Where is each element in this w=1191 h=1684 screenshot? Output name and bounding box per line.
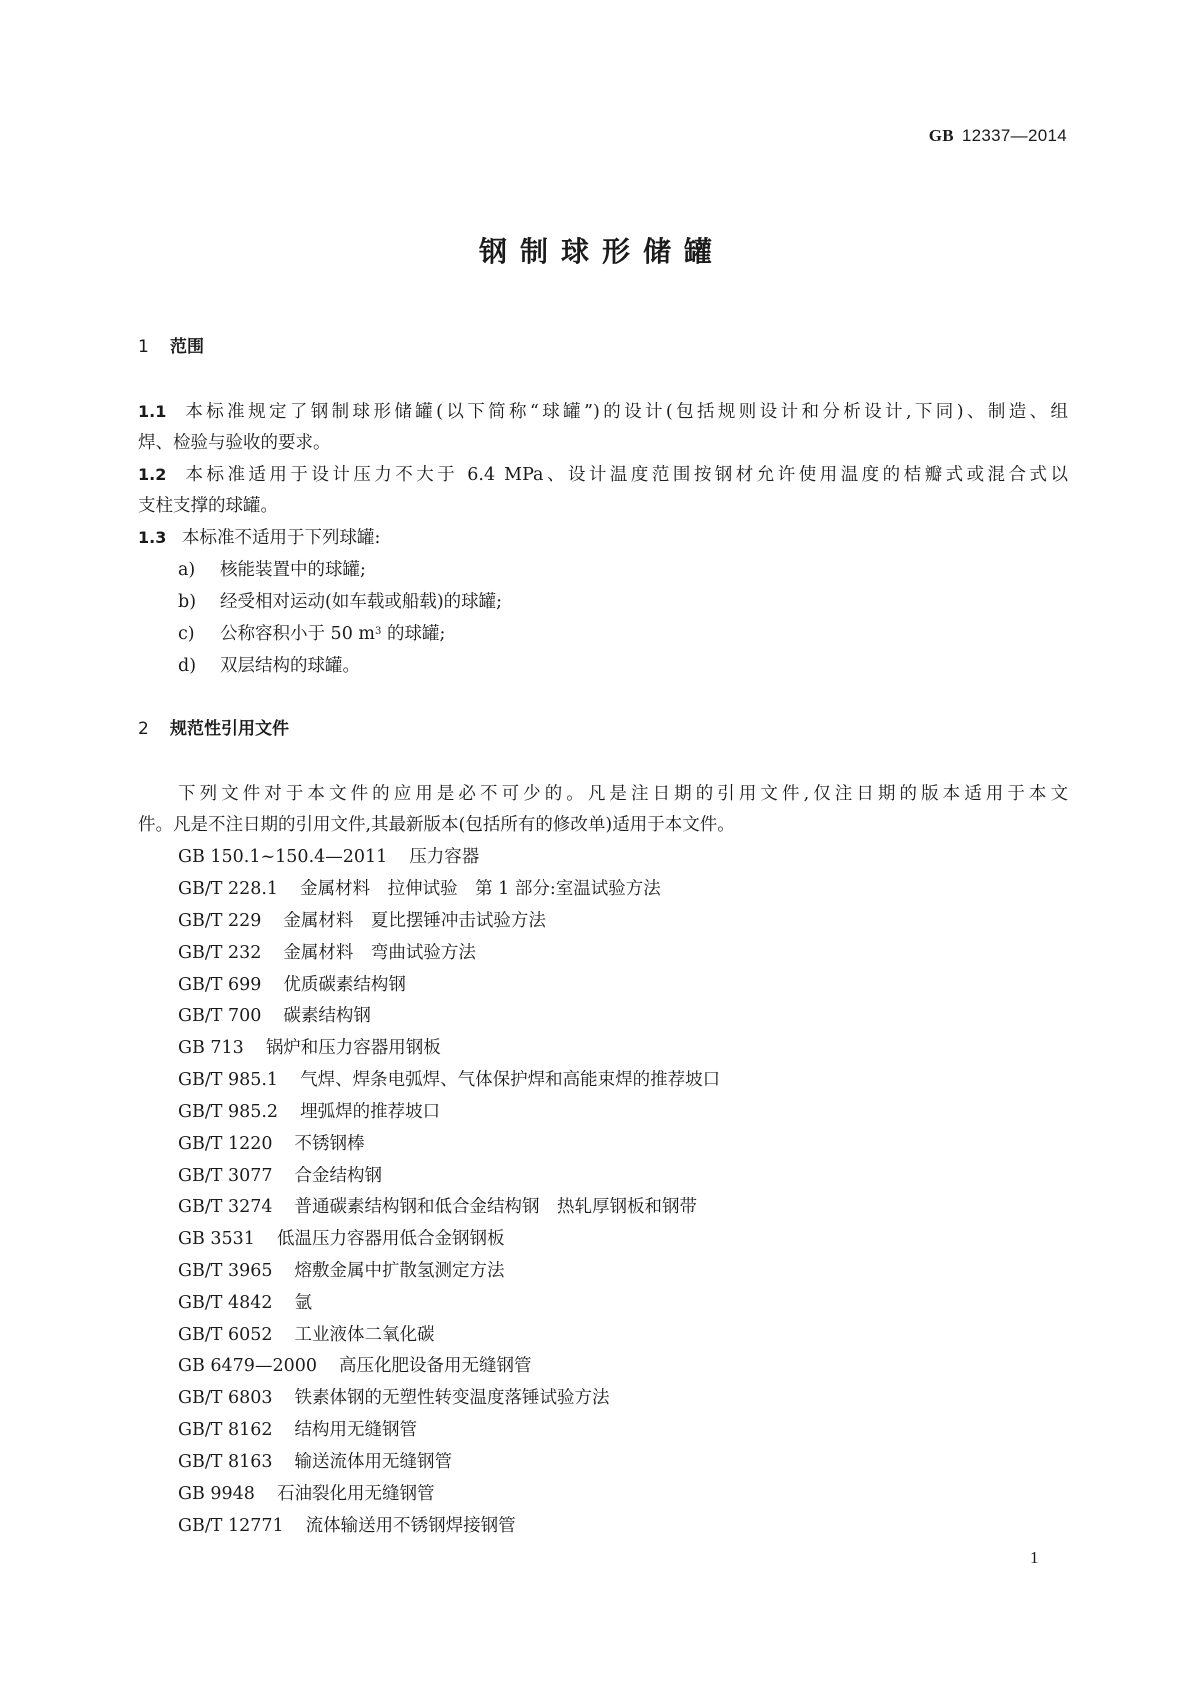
reference-code: GB/T 985.1 (178, 1070, 279, 1090)
clause-text: 本标准适用于设计压力不大于 6.4 MPa、设计温度范围按钢材允许使用温度的桔瓣式或混合式以 (182, 465, 1068, 485)
reference-title: 气焊、焊条电弧焊、气体保护焊和高能束焊的推荐坡口 (300, 1070, 721, 1090)
standard-prefix: GB (928, 126, 954, 145)
reference-code: GB 3531 (178, 1229, 255, 1249)
item-text: 核能装置中的球罐; (220, 560, 366, 580)
reference-item (178, 1514, 516, 1538)
item-label: b) (178, 592, 197, 612)
reference-item (178, 1418, 417, 1442)
clause-1-1-line1 (138, 400, 1068, 424)
reference-code: GB/T 8163 (178, 1452, 273, 1472)
reference-item (178, 877, 661, 901)
reference-title: 压力容器 (409, 847, 480, 867)
intro-paragraph-line1: 下列文件对于本文件的应用是必不可少的。凡是注日期的引用文件,仅注日期的版本适用于本文 (178, 784, 1068, 804)
reference-item (178, 1323, 435, 1347)
reference-code: GB/T 1220 (178, 1134, 273, 1154)
reference-item (178, 1227, 504, 1251)
exclusion-item (178, 558, 366, 582)
reference-title: 碳素结构钢 (283, 1006, 371, 1026)
section-title: 范围 (170, 337, 204, 357)
reference-code: GB/T 229 (178, 911, 262, 931)
standard-code (929, 126, 1067, 146)
reference-item (178, 1386, 610, 1410)
reference-code: GB 713 (178, 1038, 244, 1058)
reference-title: 输送流体用无缝钢管 (294, 1452, 453, 1472)
reference-item (178, 973, 406, 997)
reference-title: 氩 (294, 1293, 313, 1313)
reference-code: GB/T 985.2 (178, 1102, 279, 1122)
reference-code: GB/T 228.1 (178, 879, 279, 899)
clause-number: 1.1 (138, 402, 167, 421)
reference-item (178, 1195, 697, 1219)
reference-item (178, 1164, 382, 1188)
reference-title: 合金结构钢 (294, 1166, 383, 1186)
reference-code: GB/T 8162 (178, 1420, 273, 1440)
clause-text: 本标准不适用于下列球罐: (182, 528, 381, 548)
reference-item (178, 845, 479, 869)
reference-code: GB/T 3965 (178, 1261, 273, 1281)
reference-code: GB/T 3274 (178, 1197, 273, 1217)
item-label: a) (178, 560, 196, 580)
clause-1-2-line2: 支柱支撑的球罐。 (138, 496, 278, 516)
section-title: 规范性引用文件 (170, 719, 289, 739)
document-title: 钢制球形储罐 (478, 235, 725, 268)
reference-code: GB 6479—2000 (178, 1356, 317, 1376)
exclusion-item (178, 590, 502, 614)
reference-code: GB 150.1~150.4—2011 (178, 847, 388, 867)
section-heading-normative-references (138, 717, 289, 741)
reference-title: 低温压力容器用低合金钢钢板 (276, 1229, 505, 1249)
reference-item (178, 941, 476, 965)
clause-number: 1.2 (138, 465, 167, 484)
reference-title: 流体输送用不锈钢焊接钢管 (305, 1516, 516, 1536)
reference-code: GB/T 4842 (178, 1293, 273, 1313)
reference-title: 埋弧焊的推荐坡口 (300, 1102, 441, 1122)
section-number: 1 (138, 337, 149, 357)
item-label: d) (178, 656, 197, 676)
reference-code: GB/T 699 (178, 975, 262, 995)
exclusion-item (178, 622, 445, 646)
item-text: 双层结构的球罐。 (220, 656, 360, 676)
reference-title: 结构用无缝钢管 (294, 1420, 418, 1440)
reference-title: 铁素体钢的无塑性转变温度落锤试验方法 (294, 1388, 610, 1408)
section-number: 2 (138, 719, 149, 739)
reference-item (178, 1004, 371, 1028)
reference-title: 不锈钢棒 (294, 1134, 365, 1154)
standard-number: 12337—2014 (961, 126, 1067, 145)
reference-title: 熔敷金属中扩散氢测定方法 (294, 1261, 505, 1281)
reference-title: 锅炉和压力容器用钢板 (265, 1038, 441, 1058)
reference-item (178, 1036, 441, 1060)
item-label: c) (178, 624, 195, 644)
reference-title: 工业液体二氧化碳 (294, 1325, 435, 1345)
reference-item (178, 1482, 434, 1506)
clause-1-2-line1 (138, 463, 1068, 487)
reference-code: GB/T 6052 (178, 1325, 273, 1345)
section-heading-scope (138, 335, 204, 359)
reference-code: GB/T 3077 (178, 1166, 273, 1186)
reference-title: 石油裂化用无缝钢管 (276, 1484, 435, 1504)
reference-item (178, 1259, 505, 1283)
reference-title: 金属材料 弯曲试验方法 (283, 943, 476, 963)
reference-code: GB/T 232 (178, 943, 262, 963)
reference-item (178, 1068, 720, 1092)
reference-title: 优质碳素结构钢 (283, 975, 406, 995)
reference-title: 普通碳素结构钢和低合金结构钢 热轧厚钢板和钢带 (294, 1197, 698, 1217)
reference-item (178, 1132, 365, 1156)
item-text: 经受相对运动(如车载或船载)的球罐; (220, 592, 503, 612)
intro-paragraph-line2: 件。凡是不注日期的引用文件,其最新版本(包括所有的修改单)适用于本文件。 (138, 815, 735, 835)
reference-item (178, 909, 546, 933)
clause-1-3 (138, 526, 380, 550)
reference-item (178, 1450, 452, 1474)
reference-item (178, 1100, 440, 1124)
page-number: 1 (1030, 1548, 1039, 1567)
reference-title: 金属材料 夏比摆锤冲击试验方法 (283, 911, 546, 931)
superscript: 3 (375, 626, 382, 637)
reference-code: GB 9948 (178, 1484, 255, 1504)
clause-1-1-line2: 焊、检验与验收的要求。 (138, 433, 331, 453)
reference-item (178, 1354, 531, 1378)
item-text: 的球罐; (381, 624, 446, 644)
clause-text: 本标准规定了钢制球形储罐(以下简称“球罐”)的设计(包括规则设计和分析设计,下同)、制造、组 (182, 402, 1068, 422)
reference-code: GB/T 6803 (178, 1388, 273, 1408)
exclusion-item (178, 654, 360, 678)
reference-code: GB/T 700 (178, 1006, 262, 1026)
item-text: 公称容积小于 50 m (220, 624, 375, 644)
clause-number: 1.3 (138, 528, 167, 547)
reference-title: 金属材料 拉伸试验 第 1 部分:室温试验方法 (300, 879, 661, 899)
reference-title: 高压化肥设备用无缝钢管 (338, 1356, 532, 1376)
reference-code: GB/T 12771 (178, 1516, 284, 1536)
reference-item (178, 1291, 312, 1315)
